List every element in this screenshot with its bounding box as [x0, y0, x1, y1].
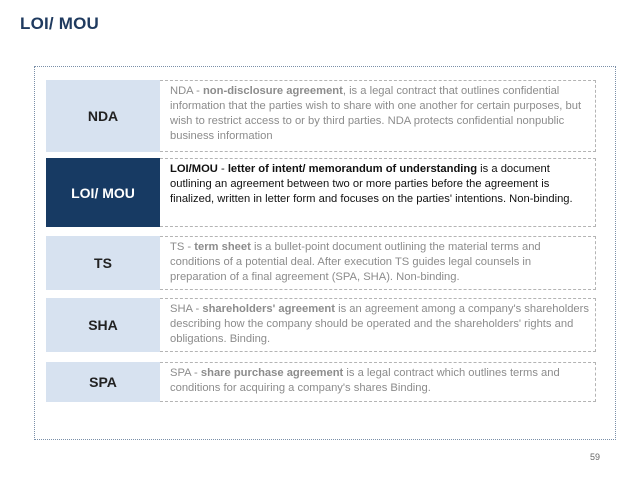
row-separator: - — [193, 85, 203, 97]
row-abbr: SHA — [170, 303, 193, 315]
row-separator: - — [190, 367, 201, 379]
row-abbr: LOI/MOU — [170, 163, 218, 175]
page-number: 59 — [589, 452, 600, 462]
row-label-ts: TS — [46, 236, 160, 290]
row-term: letter of intent/ memorandum of understanding — [227, 163, 478, 175]
row-description-sha — [160, 298, 596, 352]
row-term: shareholders' agreement — [202, 303, 335, 315]
row-text: is a legal contract which outlines terms and conditions for acquiring a company's shares Binding. — [170, 367, 560, 394]
definition-row-nda — [46, 80, 596, 152]
row-term: non-disclosure agreement — [202, 85, 343, 97]
row-abbr: NDA — [170, 85, 194, 97]
slide-title: LOI/ MOU — [20, 14, 100, 33]
row-text: is an agreement among a company's shareholders describing how the company should be operated and the shareholders' rights and obligations. Binding. — [170, 303, 589, 345]
row-label-loi-mou: LOI/ MOU — [46, 158, 160, 227]
row-description-spa — [160, 362, 596, 402]
row-description-loi-mou — [160, 158, 596, 227]
row-separator: - — [217, 163, 228, 175]
row-abbr: SPA — [170, 367, 191, 379]
row-text: is a document outlining an agreement between two or more parties before the agreement is finalized, written in letter form and focuses on the parties' intentions. Non-binding. — [170, 163, 573, 205]
definition-row-sha — [46, 298, 596, 352]
row-term: share purchase agreement — [200, 367, 344, 379]
row-abbr: TS — [170, 241, 185, 253]
row-separator: - — [184, 241, 195, 253]
row-text: is a bullet-point document outlining the material terms and conditions of a potential deal. After execution TS guides legal counsels in preparation of a final agreement (SPA, SHA). Non-binding. — [170, 241, 541, 283]
definition-row-loi-mou — [46, 158, 596, 227]
row-description-ts — [160, 236, 596, 290]
row-label-nda: NDA — [46, 80, 160, 152]
row-description-nda — [160, 80, 596, 152]
row-separator: - — [192, 303, 203, 315]
row-label-spa: SPA — [46, 362, 160, 402]
definition-row-ts — [46, 236, 596, 290]
row-term: term sheet — [194, 241, 251, 253]
row-label-sha: SHA — [46, 298, 160, 352]
row-text: , is a legal contract that outlines confidential information that the parties wish to share with one another for certain purposes, but wish to restrict access to or by third parties. NDA protects confidential nonpublic business information — [170, 85, 582, 142]
definition-row-spa — [46, 362, 596, 402]
